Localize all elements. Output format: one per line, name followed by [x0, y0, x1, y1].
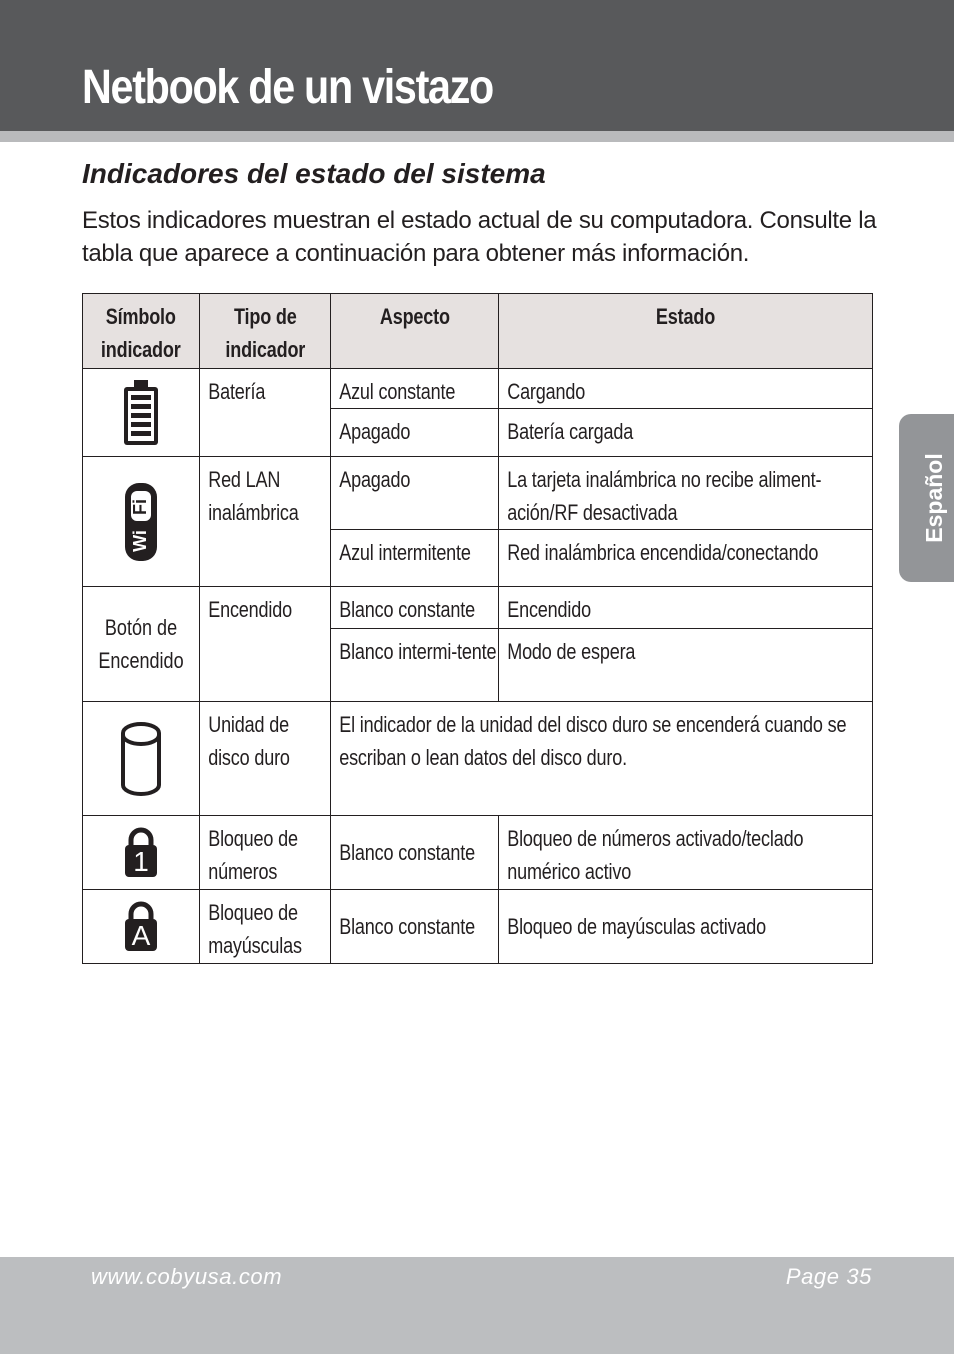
indicator-status-table — [82, 293, 873, 964]
hdd-symbol-cell — [83, 702, 200, 816]
header-stripe — [0, 131, 954, 142]
page-title: Netbook de un vistazo — [82, 61, 493, 114]
capslock-appearance: Blanco constante — [331, 890, 499, 964]
power-type-cell: Encendido — [200, 587, 331, 702]
wifi-symbol-cell — [83, 457, 200, 587]
numlock-symbol-cell — [83, 816, 200, 890]
power-button-label: Botón de Encendido — [98, 615, 184, 673]
power-status-1: Encendido — [499, 587, 873, 629]
table-row — [83, 890, 873, 964]
hdd-type-cell: Unidad de disco duro — [200, 702, 331, 816]
power-appearance-1: Blanco constante — [331, 587, 499, 629]
footer-url: www.cobyusa.com — [91, 1264, 283, 1289]
num-lock-glyph: 1 — [133, 845, 149, 877]
table-header-row — [83, 294, 873, 369]
hard-disk-icon — [119, 721, 163, 797]
battery-appearance-1: Azul constante — [331, 369, 499, 409]
table-row — [83, 816, 873, 890]
wifi-icon-wi: Wi — [129, 529, 150, 552]
wifi-appearance-1: Apagado — [331, 457, 499, 530]
header-symbol: Símbolo indicador — [83, 294, 200, 369]
num-lock-icon — [123, 827, 159, 879]
power-status-2: Modo de espera — [499, 629, 873, 702]
battery-appearance-2: Apagado — [331, 409, 499, 457]
wifi-status-2: Red inalámbrica encendida/conectando — [499, 530, 873, 587]
wifi-appearance-2: Azul intermitente — [331, 530, 499, 587]
battery-status-1: Cargando — [499, 369, 873, 409]
numlock-appearance: Blanco constante — [331, 816, 499, 890]
section-title: Indicadores del estado del sistema — [82, 158, 546, 189]
hdd-description-cell: El indicador de la unidad del disco duro se encenderá cuando se escriban o lean datos del disco duro. — [331, 702, 873, 816]
battery-icon — [121, 378, 161, 448]
power-symbol-cell — [83, 587, 200, 702]
capslock-type-cell: Bloqueo de mayúsculas — [200, 890, 331, 964]
numlock-type-cell: Bloqueo de números — [200, 816, 331, 890]
language-tab-text: Español — [921, 453, 947, 543]
capslock-symbol-cell — [83, 890, 200, 964]
wifi-icon-fi: Fi — [129, 498, 150, 515]
power-appearance-2: Blanco intermi-tente — [331, 629, 499, 702]
header-type: Tipo de indicador — [200, 294, 331, 369]
header-appearance: Aspecto — [331, 294, 499, 369]
caps-lock-icon — [123, 901, 159, 953]
table-row — [83, 369, 873, 409]
wifi-icon — [123, 481, 159, 563]
numlock-status: Bloqueo de números activado/teclado numérico activo — [499, 816, 873, 890]
wifi-status-1: La tarjeta inalámbrica no recibe aliment-ación/RF desactivada — [499, 457, 873, 530]
battery-type-cell: Batería — [200, 369, 331, 457]
header-status: Estado — [499, 294, 873, 369]
table-row — [83, 702, 873, 816]
intro-paragraph: Estos indicadores muestran el estado actual de su computadora. Consulte la tabla que aparece a continuación para obtener más información. — [82, 207, 877, 267]
table-row — [83, 457, 873, 530]
table-row — [83, 587, 873, 629]
wifi-type-cell: Red LAN inalámbrica — [200, 457, 331, 587]
capslock-status: Bloqueo de mayúsculas activado — [499, 890, 873, 964]
page-number: Page 35 — [785, 1264, 872, 1289]
battery-symbol-cell — [83, 369, 200, 457]
caps-lock-glyph: A — [131, 919, 151, 951]
battery-status-2: Batería cargada — [499, 409, 873, 457]
